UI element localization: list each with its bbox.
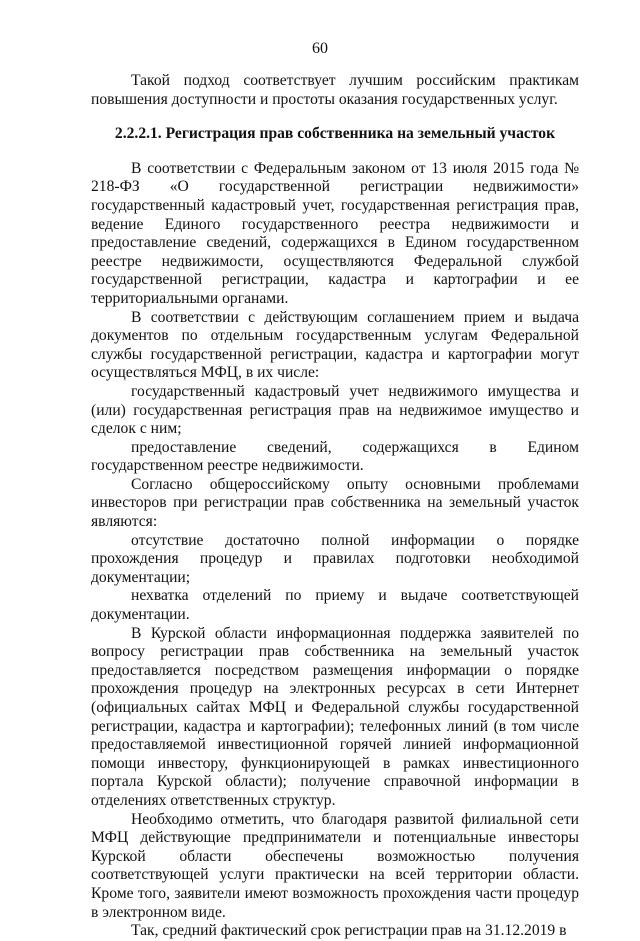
paragraph-kursk-support: В Курской области информационная поддержка заявителей по вопросу регистрации прав собственника на земельный участок предоставляется посредством размещения информации о порядке прохождения процедур на электронных ресурсах в сети Интернет (официальных сайтах МФЦ и Федеральной службы государственной регистрации, кадастра и картографии); телефонных линий (в том числе предоставляемой инвестиционной горячей линией информационной помощи инвестору, функционирующей в рамках инвестиционного портала Курской области); получение справочной информации в отделениях ответственных структур. <box>91 624 579 809</box>
list-item-lack-info: отсутствие достаточно полной информации о порядке прохождения процедур и правилах подготовки необходимой документации; <box>91 531 579 586</box>
page-number: 60 <box>312 40 328 57</box>
paragraph-problems: Согласно общероссийскому опыту основными проблемами инвесторов при регистрации прав собственника на земельный участок являются: <box>91 475 579 531</box>
paragraph-mfc-network: Необходимо отметить, что благодаря развитой филиальной сети МФЦ действующие предприниматели и потенциальные инвесторы Курской области обеспечены возможностью получения соответствующей услуги практически на всей территории области. Кроме того, заявители имеют возможность прохождения части процедур в электронном виде. <box>91 810 579 921</box>
document-body <box>91 72 579 941</box>
paragraph-law: В соответствии с Федеральным законом от 13 июля 2015 года № 218-ФЗ «О государственной регистрации недвижимости» государственный кадастровый учет, государственная регистрация прав, ведение Единого государственного реестра недвижимости и предоставление сведений, содержащихся в Едином государственном реестре недвижимости, осуществляются Федеральной службой государственной регистрации, кадастра и картографии и ее территориальными органами. <box>91 159 579 307</box>
intro-paragraph: Такой подход соответствует лучшим российским практикам повышения доступности и простоты оказания государственных услуг. <box>91 72 579 108</box>
paragraph-average-term: Так, средний фактический срок регистрации прав на 31.12.2019 в <box>131 922 567 940</box>
list-item-cadastral: государственный кадастровый учет недвижимого имущества и (или) государственная регистрация прав на недвижимое имущество и сделок с ним; <box>91 382 579 438</box>
list-item-lack-offices: нехватка отделений по приему и выдаче соответствующей документации. <box>91 587 579 624</box>
section-heading: 2.2.2.1. Регистрация прав собственника на земельный участок <box>114 125 556 143</box>
paragraph-agreement: В соответствии с действующим соглашением прием и выдача документов по отдельным государственным услугам Федеральной службы государственной регистрации, кадастра и картографии могут осуществляться МФЦ, в их числе: <box>91 308 579 382</box>
list-item-registry-info: предоставление сведений, содержащихся в Едином государственном реестре недвижимости. <box>91 438 579 475</box>
